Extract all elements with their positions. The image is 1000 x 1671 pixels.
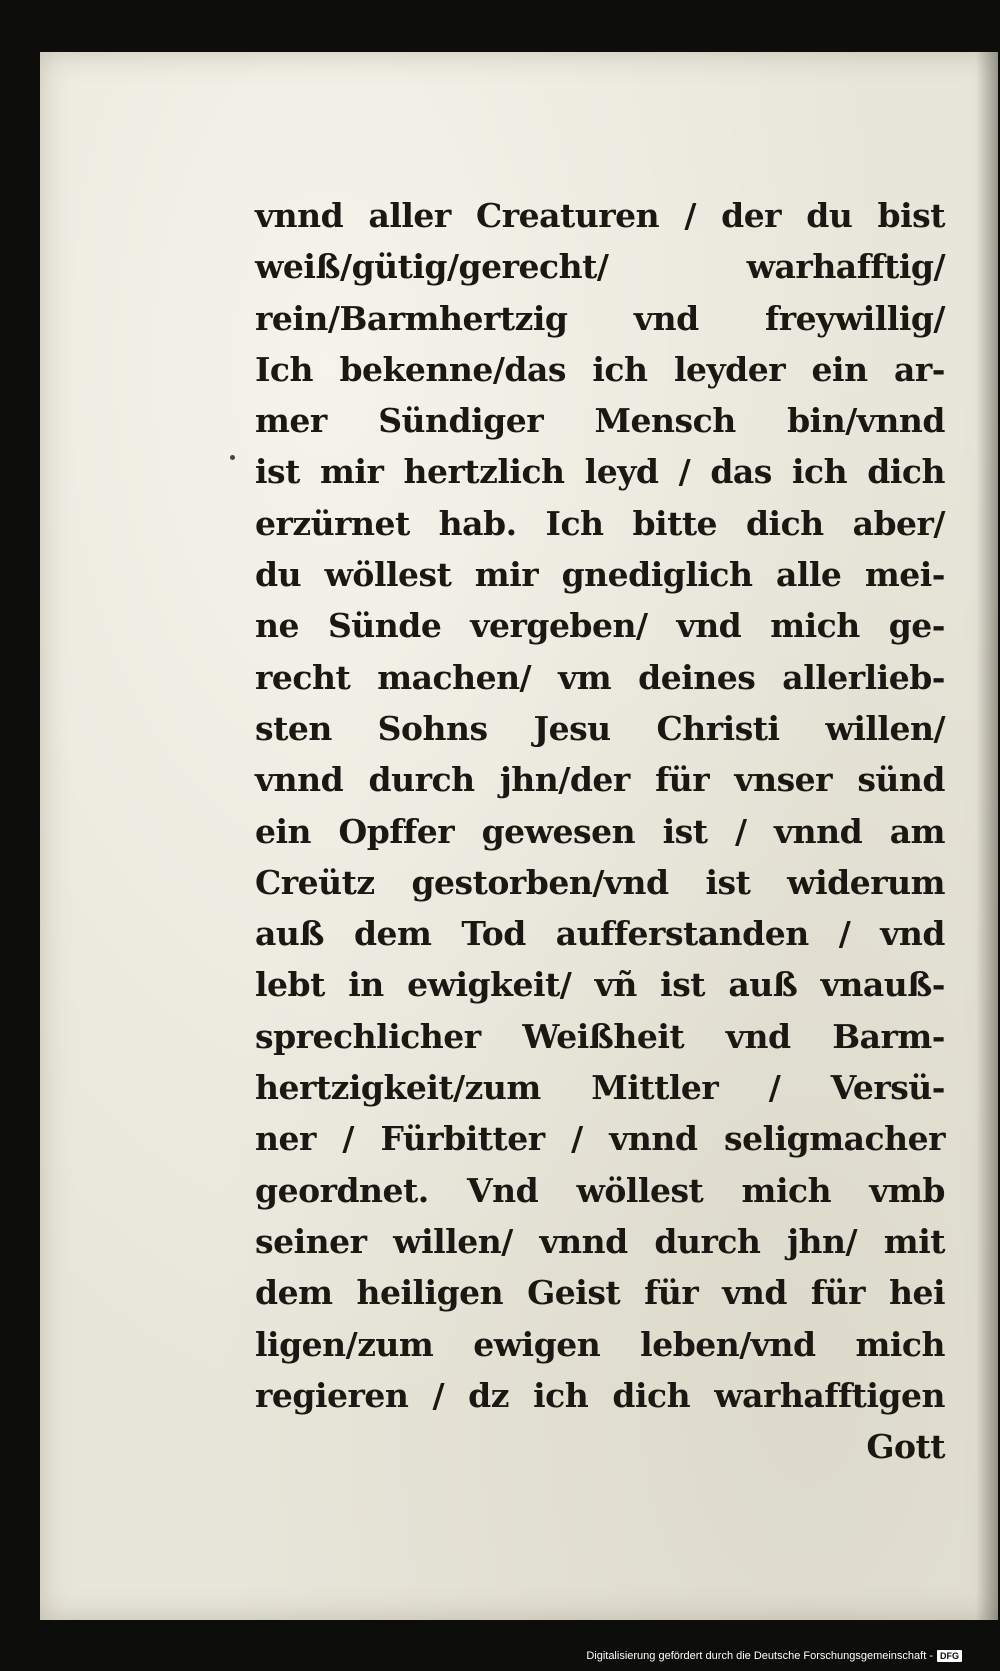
text-line: Creütz gestorben/vnd ist widerum [255,862,945,902]
text-line: sten Sohns Jesu Christi willen/ [255,708,945,748]
page-text-block [255,190,945,1472]
credit-text: Digitalisierung gefördert durch die Deutsche Forschungsgemeinschaft - [586,1650,933,1662]
text-line: lebt in ewigkeit/ vñ ist auß vnauß- [255,965,945,1005]
text-line: seiner willen/ vnnd durch jhn/ mit [255,1221,945,1261]
text-line: vnnd aller Creaturen / der du bist [255,196,945,235]
text-line: auß dem Tod aufferstanden / vnd [255,914,945,954]
text-line: weiß/gütig/gerecht/ warhafftig/ [255,247,945,287]
ink-speck [230,455,235,460]
text-line: recht machen/ vm deines allerlieb- [255,657,945,697]
catchword: Gott [866,1427,945,1467]
text-line: Ich bekenne/das ich leyder ein ar- [255,349,945,389]
text-line: ein Opffer gewesen ist / vnnd am [255,811,945,851]
digitization-credit [586,1647,962,1665]
text-line: erzürnet hab. Ich bitte dich aber/ [255,503,945,543]
text-line: geordnet. Vnd wöllest mich vmb [255,1170,945,1210]
text-line: sprechlicher Weißheit vnd Barm- [255,1016,945,1056]
text-line: rein/Barmhertzig vnd freywillig/ [255,298,945,338]
text-line: vnnd durch jhn/der für vnser sünd [255,760,945,800]
text-line: ligen/zum ewigen leben/vnd mich [255,1324,945,1364]
dfg-logo: DFG [937,1650,962,1662]
text-line: mer Sündiger Mensch bin/vnnd [255,401,945,441]
text-line: ist mir hertzlich leyd / das ich dich [255,452,945,492]
text-line: dem heiligen Geist für vnd für hei [255,1273,945,1313]
text-line: ne Sünde vergeben/ vnd mich ge- [255,606,945,646]
text-line: ner / Fürbitter / vnnd seligmacher [255,1119,945,1159]
text-line: regieren / dz ich dich warhafftigen [255,1375,945,1415]
book-page [40,52,998,1620]
text-line: du wöllest mir gnediglich alle mei- [255,555,945,595]
text-line: hertzigkeit/zum Mittler / Versü- [255,1068,945,1108]
